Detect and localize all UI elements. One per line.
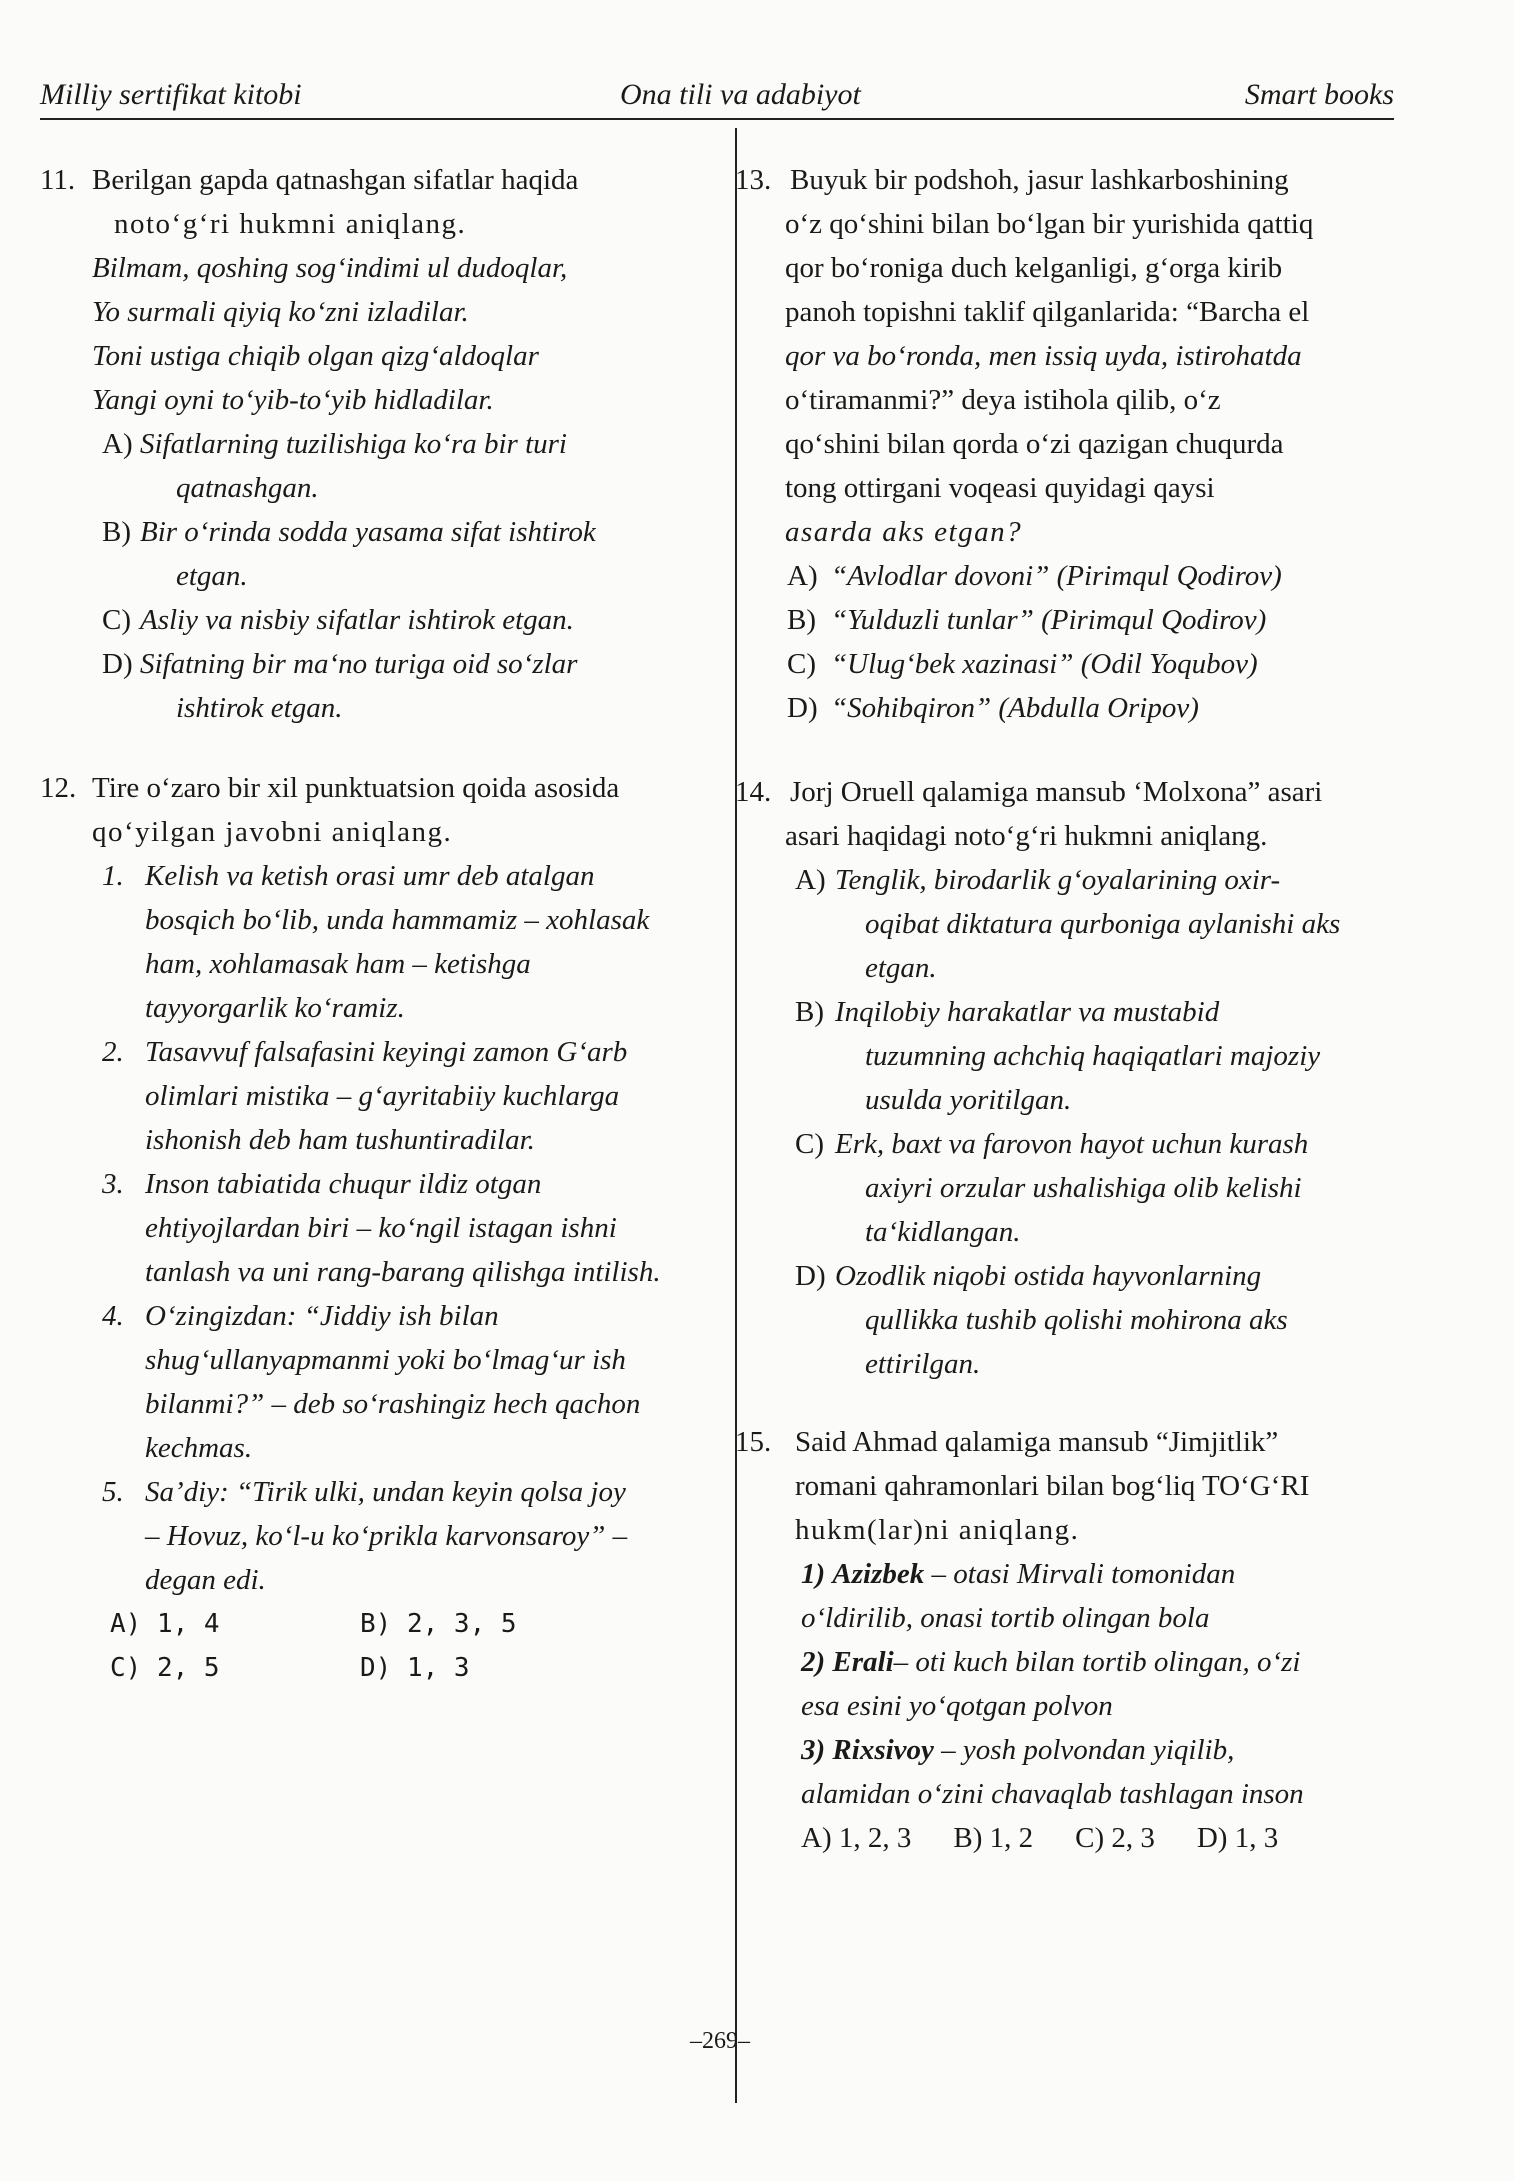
answer-option-b[interactable] <box>735 990 1400 1122</box>
item-number: 2. <box>102 1036 124 1068</box>
option-text: Bir o‘rinda sodda yasama sifat ishtirok <box>140 516 596 548</box>
item-number: 3) <box>801 1734 826 1766</box>
item-text: Tasavvuf falsafasini keyingi zamon G‘arb <box>145 1036 628 1068</box>
answer-option-a[interactable] <box>735 554 1400 598</box>
header-rule <box>40 118 1394 120</box>
option-text: ettirilgan. <box>865 1348 981 1380</box>
question-13 <box>735 158 1400 730</box>
question-prompt: hukm(lar)ni aniqlang. <box>795 1514 1080 1546</box>
statement-item <box>40 1470 720 1602</box>
question-prompt: asari haqidagi noto‘g‘ri hukmni aniqlang. <box>785 820 1268 852</box>
question-11 <box>40 158 720 730</box>
question-prompt: qor bo‘roniga duch kelganligi, g‘orga kirib <box>785 252 1283 284</box>
statement-item <box>735 1640 1400 1728</box>
answer-option-a[interactable]: A) 1, 4 <box>110 1609 220 1639</box>
item-number: 4. <box>102 1300 124 1332</box>
statement-item <box>735 1552 1400 1640</box>
question-prompt: o‘z qo‘shini bilan bo‘lgan bir yurishida qattiq <box>785 208 1314 240</box>
item-text: bosqich bo‘lib, unda hammamiz – xohlasak <box>145 904 650 936</box>
item-text: Kelish va ketish orasi umr deb atalgan <box>145 860 595 892</box>
left-column <box>40 158 720 1718</box>
option-label: D) <box>795 1260 826 1292</box>
header-subject: Ona tili va adabiyot <box>620 78 861 111</box>
option-label: A) <box>102 428 133 460</box>
option-text: “Yulduzli tunlar” (Pirimqul Qodirov) <box>831 604 1267 636</box>
question-number: 14. <box>735 776 772 808</box>
answer-option-c[interactable] <box>735 1122 1400 1254</box>
item-text: bilanmi?” – deb so‘rashingiz hech qachon <box>145 1388 641 1420</box>
question-number: 15. <box>735 1426 772 1458</box>
answer-option-c[interactable] <box>40 598 720 642</box>
poem-line: Yo surmali qiyiq ko‘zni izladilar. <box>92 296 469 328</box>
answer-option-d[interactable]: D) 1, 3 <box>360 1653 470 1683</box>
answer-option-d[interactable]: D) 1, 3 <box>1196 1822 1279 1854</box>
option-label: C) <box>102 604 131 636</box>
item-text: ishonish deb ham tushuntiradilar. <box>145 1124 535 1156</box>
item-text: o‘ldirilib, onasi tortib olingan bola <box>801 1602 1210 1634</box>
answer-option-c[interactable]: C) 2, 5 <box>110 1653 220 1683</box>
option-text: etgan. <box>176 560 248 592</box>
question-prompt: qo‘shini bilan qorda o‘zi qazigan chuqurda <box>785 428 1284 460</box>
question-prompt: Tire o‘zaro bir xil punktuatsion qoida asosida <box>92 772 620 804</box>
option-label: C) <box>787 648 816 680</box>
option-text: qatnashgan. <box>176 472 319 504</box>
item-text: ehtiyojlardan biri – ko‘ngil istagan ishni <box>145 1212 617 1244</box>
option-label: D) <box>787 692 818 724</box>
question-prompt: noto‘g‘ri hukmni aniqlang. <box>114 208 467 240</box>
item-text: ham, xohlamasak ham – ketishga <box>145 948 531 980</box>
item-text: – Hovuz, ko‘l-u ko‘prikla karvonsaroy” – <box>145 1520 628 1552</box>
item-text: tayyorgarlik ko‘ramiz. <box>145 992 405 1024</box>
option-label: A) <box>795 864 826 896</box>
question-14 <box>735 770 1400 1386</box>
option-text: Inqilobiy harakatlar va mustabid <box>835 996 1220 1028</box>
option-text: oqibat diktatura qurboniga aylanishi aks <box>865 908 1341 940</box>
option-text: Tenglik, birodarlik g‘oyalarining oxir- <box>835 864 1281 896</box>
option-text: Sifatning bir ma‘no turiga oid so‘zlar <box>140 648 578 680</box>
page-header <box>40 78 1394 122</box>
right-column <box>735 158 1400 1888</box>
statement-item <box>735 1728 1400 1816</box>
item-text: esa esini yo‘qotgan polvon <box>801 1690 1113 1722</box>
statement-item <box>40 854 720 1030</box>
poem-line: Toni ustiga chiqib olgan qizg‘aldoqlar <box>92 340 539 372</box>
answer-option-a[interactable]: A) 1, 2, 3 <box>801 1822 912 1854</box>
option-label: B) <box>795 996 824 1028</box>
hero-name: Rixsivoy <box>832 1734 934 1766</box>
option-label: D) <box>102 648 133 680</box>
item-text: O‘zingizdan: “Jiddiy ish bilan <box>145 1300 499 1332</box>
item-number: 2) <box>801 1646 826 1678</box>
item-number: 3. <box>102 1168 124 1200</box>
item-text: – oti kuch bilan tortib olingan, o‘zi <box>893 1646 1301 1678</box>
option-text: axiyri orzular ushalishiga olib kelishi <box>865 1172 1302 1204</box>
item-text: shug‘ullanyapmanmi yoki bo‘lmag‘ur ish <box>145 1344 626 1376</box>
option-text: etgan. <box>865 952 937 984</box>
header-book-title: Milliy sertifikat kitobi <box>40 78 302 111</box>
item-number: 1. <box>102 860 124 892</box>
question-prompt: Jorj Oruell qalamiga mansub ‘Molxona” asari <box>790 776 1323 808</box>
option-text: ta‘kidlangan. <box>865 1216 1021 1248</box>
option-text: “Ulug‘bek xazinasi” (Odil Yoqubov) <box>831 648 1258 680</box>
option-text: Erk, baxt va farovon hayot uchun kurash <box>835 1128 1309 1160</box>
option-text: Asliy va nisbiy sifatlar ishtirok etgan. <box>140 604 574 636</box>
item-number: 5. <box>102 1476 124 1508</box>
item-text: – otasi Mirvali tomonidan <box>924 1558 1236 1590</box>
option-text: tuzumning achchiq haqiqatlari majoziy <box>865 1040 1321 1072</box>
statement-item <box>40 1162 720 1294</box>
statement-item <box>40 1294 720 1470</box>
poem-line: Bilmam, qoshing sog‘indimi ul dudoqlar, <box>92 252 568 284</box>
question-prompt: romani qahramonlari bilan bog‘liq TO‘G‘RI <box>795 1470 1310 1502</box>
item-text: Inson tabiatida chuqur ildiz otgan <box>145 1168 542 1200</box>
question-prompt: tong ottirgani voqeasi quyidagi qaysi <box>785 472 1215 504</box>
answer-option-a[interactable] <box>735 858 1400 990</box>
answer-option-b[interactable] <box>735 598 1400 642</box>
question-prompt: Buyuk bir podshoh, jasur lashkarboshining <box>790 164 1289 196</box>
question-number: 12. <box>40 772 77 804</box>
page-number: –269– <box>690 2028 750 2054</box>
hero-name: Erali <box>832 1646 894 1678</box>
option-label: C) <box>795 1128 824 1160</box>
answer-option-b[interactable] <box>40 510 720 598</box>
answer-option-a[interactable] <box>40 422 720 510</box>
answer-option-c[interactable]: C) 2, 3 <box>1075 1822 1155 1854</box>
item-text: degan edi. <box>145 1564 266 1596</box>
statement-item <box>40 1030 720 1162</box>
option-label: A) <box>787 560 818 592</box>
item-text: Sa’diy: “Tirik ulki, undan keyin qolsa joy <box>145 1476 626 1508</box>
answer-option-b[interactable]: B) 2, 3, 5 <box>360 1609 517 1639</box>
question-prompt: qor va bo‘ronda, men issiq uyda, istirohatda <box>785 340 1302 372</box>
question-prompt: qo‘yilgan javobni aniqlang. <box>92 816 453 848</box>
option-label: B) <box>787 604 816 636</box>
question-number: 11. <box>40 164 76 196</box>
item-text: kechmas. <box>145 1432 253 1464</box>
answer-option-c[interactable] <box>735 642 1400 686</box>
item-text: olimlari mistika – g‘ayritabiiy kuchlarga <box>145 1080 620 1112</box>
answer-option-d[interactable] <box>735 686 1400 730</box>
option-text: “Sohibqiron” (Abdulla Oripov) <box>831 692 1199 724</box>
item-text: tanlash va uni rang-barang qilishga intilish. <box>145 1256 661 1288</box>
hero-name: Azizbek <box>832 1558 925 1590</box>
question-prompt: Said Ahmad qalamiga mansub “Jimjitlik” <box>795 1426 1279 1458</box>
question-prompt: Berilgan gapda qatnashgan sifatlar haqida <box>92 164 579 196</box>
answer-option-d[interactable] <box>735 1254 1400 1386</box>
question-prompt: o‘tiramanmi?” deya istihola qilib, o‘z <box>785 384 1221 416</box>
poem-line: Yangi oyni to‘yib-to‘yib hidladilar. <box>92 384 494 416</box>
item-text: – yosh polvondan yiqilib, <box>933 1734 1235 1766</box>
answer-choices <box>40 1602 720 1690</box>
option-text: usulda yoritilgan. <box>865 1084 1072 1116</box>
option-text: Sifatlarning tuzilishiga ko‘ra bir turi <box>140 428 567 460</box>
item-text: alamidan o‘zini chavaqlab tashlagan inson <box>801 1778 1304 1810</box>
question-15 <box>735 1420 1400 1860</box>
question-12 <box>40 766 720 1690</box>
option-text: “Avlodlar dovoni” (Pirimqul Qodirov) <box>831 560 1282 592</box>
question-number: 13. <box>735 164 772 196</box>
item-number: 1) <box>801 1558 826 1590</box>
option-label: B) <box>102 516 131 548</box>
option-text: Ozodlik niqobi ostida hayvonlarning <box>835 1260 1262 1292</box>
option-text: qullikka tushib qolishi mohirona aks <box>865 1304 1288 1336</box>
question-prompt: panoh topishni taklif qilganlarida: “Barcha el <box>785 296 1310 328</box>
answer-choices <box>735 1816 1400 1860</box>
answer-option-b[interactable]: B) 1, 2 <box>953 1822 1034 1854</box>
option-text: ishtirok etgan. <box>176 692 343 724</box>
header-publisher: Smart books <box>1244 78 1394 111</box>
question-prompt: asarda aks etgan? <box>785 516 1023 548</box>
answer-option-d[interactable] <box>40 642 720 730</box>
